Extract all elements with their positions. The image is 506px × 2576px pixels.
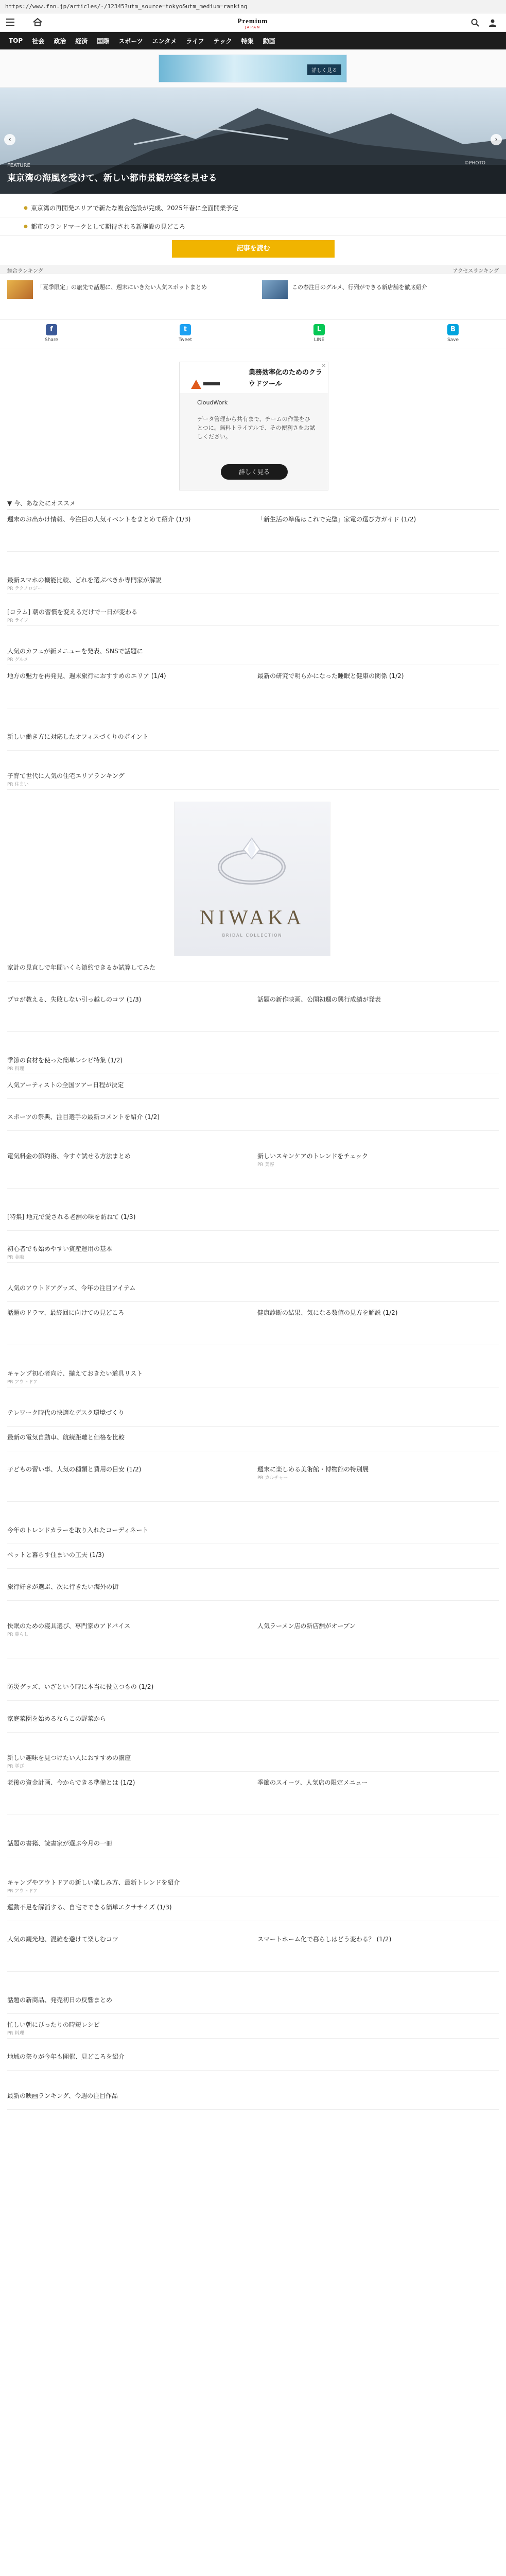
nav-item[interactable]: 特集 (241, 37, 254, 45)
share-bookmark-button[interactable] (432, 324, 474, 343)
article-source: PR アウトドア (7, 1889, 38, 1894)
recommend-article[interactable] (7, 1409, 499, 1418)
recommend-article[interactable] (7, 1715, 499, 1724)
line-icon: L (313, 324, 325, 335)
ranking-thumbnail (7, 280, 33, 299)
divider (7, 1771, 499, 1772)
article-title: ペットと暮らす住まいの工夫 (1/3) (7, 1551, 104, 1558)
article-title: 地域の祭りが今年も開催、見どころを紹介 (7, 2053, 125, 2060)
article-title: [特集] 地元で愛される老舗の味を訪ねて (1/3) (7, 1213, 136, 1221)
ranking-row (0, 275, 506, 304)
article-source: PR ライフ (7, 618, 29, 623)
divider (7, 2109, 499, 2110)
nav-item[interactable]: 国際 (97, 37, 110, 45)
recommend-article[interactable] (7, 2092, 499, 2102)
article-title: 最新の映画ランキング、今週の注目作品 (7, 2092, 118, 2099)
article-title: 人気アーティストの全国ツアー日程が決定 (7, 1081, 124, 1089)
site-header (0, 13, 506, 32)
article-title: 初心者でも始めやすい資産運用の基本 (7, 1245, 113, 1252)
divider (7, 1568, 499, 1569)
recommend-article[interactable] (7, 1935, 244, 1945)
recommend-article[interactable] (7, 1622, 244, 1638)
article-source: PR 美容 (257, 1162, 274, 1167)
divider (7, 1301, 499, 1302)
twitter-icon: t (180, 324, 191, 335)
article-title: プロが教える、失敗しない引っ越しのコツ (1/3) (7, 996, 142, 1003)
recommend-article[interactable] (257, 1465, 494, 1481)
article-title: 話題のドラマ、最終回に向けての見どころ (7, 1309, 125, 1316)
site-logo[interactable] (219, 17, 286, 29)
divider (7, 2038, 499, 2039)
article-title: 人気の観光地、混雑を避けて楽しむコツ (7, 1936, 119, 1943)
article-source: PR テクノロジー (7, 586, 43, 591)
logo-main-text: Premium (237, 17, 268, 25)
nav-item[interactable]: 動画 (263, 37, 275, 45)
browser-url-bar[interactable]: https://www.fnn.jp/articles/-/12345?utm_source=tokyo&utm_medium=ranking (0, 0, 506, 13)
top-banner-area (0, 49, 506, 88)
recommend-article[interactable] (7, 1878, 499, 1894)
divider (7, 625, 499, 626)
hero-prev-arrow[interactable]: ‹ (4, 134, 15, 145)
recommend-article[interactable] (7, 1903, 499, 1913)
hero-next-arrow[interactable]: › (491, 134, 502, 145)
divider (7, 1188, 499, 1189)
recommend-article[interactable] (7, 2053, 499, 2062)
divider (7, 1971, 499, 1972)
nav-item[interactable]: 政治 (54, 37, 66, 45)
article-title: 人気のカフェが新メニューを発表、SNSで話題に (7, 648, 143, 655)
banner-button[interactable]: 詳しく見る (307, 64, 341, 75)
nav-item[interactable]: テック (213, 37, 232, 45)
article-title: 快眠のための寝具選び、専門家のアドバイス (7, 1622, 131, 1630)
divider (7, 2013, 499, 2014)
article-title: 週末に楽しめる美術館・博物館の特別展 (257, 1466, 369, 1473)
recommend-article[interactable] (7, 1284, 499, 1294)
ranking-thumbnail (262, 280, 288, 299)
article-title: 話題の新作映画、公開初週の興行成績が発表 (257, 996, 381, 1003)
divider (7, 1732, 499, 1733)
divider (7, 1230, 499, 1231)
recommend-article[interactable] (257, 995, 494, 1005)
article-title: 季節の食材を使った簡単レシピ特集 (1/2) (7, 1057, 123, 1064)
article-title: 防災グッズ、いざという時に本当に役立つもの (1/2) (7, 1683, 154, 1690)
recommend-article[interactable] (257, 1622, 494, 1632)
search-icon[interactable] (471, 19, 479, 27)
article-source: PR アウトドア (7, 1380, 38, 1385)
hero-title[interactable]: 東京湾の海風を受けて、新しい都市景観が姿を見せる (7, 173, 217, 183)
recommend-article[interactable] (7, 647, 499, 663)
recommend-article[interactable] (7, 1683, 499, 1692)
home-icon[interactable] (33, 18, 42, 26)
nav-item[interactable]: 経済 (75, 37, 88, 45)
recommend-article[interactable] (7, 1526, 499, 1536)
divider (7, 1426, 499, 1427)
article-title: キャンプやアウトドアの新しい楽しみ方、最新トレンドを紹介 (7, 1879, 180, 1886)
sponsored-banner[interactable] (174, 802, 330, 956)
share-twitter-button[interactable] (165, 324, 206, 343)
article-source: PR 料理 (7, 2031, 24, 2036)
article-title: 忙しい朝にぴったりの時短レシピ (7, 2021, 100, 2028)
nav-item[interactable]: 社会 (32, 37, 45, 45)
share-label: LINE (313, 337, 325, 343)
article-title: キャンプ初心者向け、揃えておきたい道具リスト (7, 1370, 143, 1377)
article-title: 今年のトレンドカラーを取り入れたコーディネート (7, 1527, 149, 1534)
nav-item[interactable]: スポーツ (118, 37, 143, 45)
share-label: Share (45, 337, 58, 343)
article-source: PR 金融 (7, 1255, 24, 1260)
read-more-button[interactable]: 記事を読む (172, 240, 335, 258)
recommend-heading: ▼ 今、あなたにオススメ (7, 500, 76, 507)
divider (7, 2070, 499, 2071)
divider (7, 1600, 499, 1601)
article-title: [コラム] 朝の習慣を変えるだけで一日が変わる (7, 608, 138, 616)
divider (7, 551, 499, 552)
divider (7, 1098, 499, 1099)
related-links (0, 194, 506, 236)
top-banner-ad[interactable] (159, 55, 347, 82)
related-link[interactable]: ● 都市のランドマークとして期待される新施設の見どころ (0, 217, 506, 236)
divider (7, 1262, 499, 1263)
ranking-item-title: この春注目のグルメ、行列ができる新店舗を徹底紹介 (292, 284, 427, 291)
recommend-article[interactable] (7, 1465, 244, 1475)
recommend-article[interactable] (7, 1056, 499, 1072)
article-title: 家計の見直しで年間いくら節約できるか試算してみた (7, 964, 156, 971)
recommend-article[interactable] (7, 2021, 499, 2037)
recommend-article[interactable] (257, 1935, 494, 1945)
recommend-article[interactable] (257, 672, 494, 682)
ranking-right-label: アクセスランキング (452, 268, 499, 274)
recommend-article[interactable] (7, 1245, 499, 1261)
nav-item[interactable]: TOP (9, 37, 23, 44)
ad-brand: CloudWork (197, 399, 228, 406)
recommend-article[interactable] (7, 1839, 499, 1849)
divider (7, 1700, 499, 1701)
recommend-article[interactable] (7, 733, 499, 742)
recommend-article[interactable] (7, 672, 244, 682)
article-title: スポーツの祭典、注目選手の最新コメントを紹介 (1/2) (7, 1113, 160, 1121)
article-title: 老後の資金計画、今からできる準備とは (1/2) (7, 1779, 135, 1786)
brand-subtitle: BRIDAL COLLECTION (222, 933, 283, 938)
display-ad[interactable] (179, 362, 328, 490)
recommend-article[interactable] (257, 1778, 494, 1788)
article-title: テレワーク時代の快適なデスク環境づくり (7, 1409, 125, 1416)
divider (7, 509, 499, 510)
ad-cta-button[interactable]: 詳しく見る (221, 464, 288, 480)
ranking-item[interactable] (255, 277, 506, 303)
article-source: PR グルメ (7, 657, 29, 663)
article-title: 人気ラーメン店の新店舗がオープン (257, 1622, 356, 1630)
hero-caption (7, 163, 217, 183)
category-nav (0, 32, 506, 49)
share-bar (0, 319, 506, 348)
article-title: 子どもの習い事、人気の種類と費用の目安 (1/2) (7, 1466, 142, 1473)
ad-headline: 業務効率化のためのクラウドツール (249, 369, 323, 388)
ad-close-icon[interactable]: ✕ (321, 363, 326, 369)
recommend-article[interactable] (7, 576, 499, 592)
ad-header (180, 362, 328, 393)
related-link[interactable]: ● 東京湾の再開発エリアで新たな複合施設が完成、2025年春に全面開業予定 (0, 199, 506, 217)
bookmark-icon: B (447, 324, 459, 335)
divider (7, 1501, 499, 1502)
recommend-article[interactable] (257, 1309, 494, 1318)
article-source: PR 料理 (7, 1066, 24, 1072)
nav-item[interactable]: ライフ (186, 37, 204, 45)
recommend-article[interactable] (7, 515, 244, 525)
ad-logo-icon (189, 378, 222, 390)
divider (7, 1130, 499, 1131)
article-title: 週末のお出かけ情報、今注目の人気イベントをまとめて紹介 (1/3) (7, 516, 191, 523)
hamburger-menu-icon[interactable] (6, 19, 14, 26)
recommend-article[interactable] (7, 1152, 244, 1162)
user-icon[interactable] (488, 19, 497, 27)
article-title: 話題の新商品、発売初日の反響まとめ (7, 1996, 113, 2004)
article-title: 新しい働き方に対応したオフィスづくりのポイント (7, 733, 149, 740)
article-title: 最新スマホの機能比較、どれを選ぶべきか専門家が解説 (7, 577, 162, 584)
recommend-article[interactable] (7, 1551, 499, 1561)
article-title: 話題の書籍、読書家が選ぶ今月の一冊 (7, 1840, 113, 1847)
article-title: 子育て世代に人気の住宅エリアランキング (7, 772, 125, 779)
recommend-article[interactable] (7, 1081, 499, 1091)
article-title: 最新の研究で明らかになった睡眠と健康の関係 (1/2) (257, 672, 404, 680)
recommend-article[interactable] (7, 1583, 499, 1592)
brand-name: NIWAKA (199, 906, 305, 929)
article-title: 地方の魅力を再発見、週末旅行におすすめのエリア (1/4) (7, 672, 166, 680)
recommend-article[interactable] (7, 1433, 499, 1443)
ranking-header (0, 265, 506, 274)
share-line-button[interactable] (299, 324, 340, 343)
divider (7, 750, 499, 751)
article-title: 季節のスイーツ、人気店の限定メニュー (257, 1779, 368, 1786)
share-facebook-button[interactable] (31, 324, 72, 343)
article-title: 運動不足を解消する、自宅でできる簡単エクササイズ (1/3) (7, 1904, 172, 1911)
recommend-article[interactable] (7, 1778, 244, 1788)
recommend-article[interactable] (257, 515, 494, 525)
recommend-article[interactable] (7, 995, 244, 1005)
recommend-article[interactable] (7, 1213, 499, 1223)
recommend-article[interactable] (7, 1309, 244, 1318)
facebook-icon: f (46, 324, 57, 335)
article-title: 新しい趣味を見つけたい人におすすめの講座 (7, 1754, 131, 1761)
article-source: PR 学び (7, 1764, 24, 1769)
article-title: 電気料金の節約術、今すぐ試せる方法まとめ (7, 1153, 131, 1160)
recommend-article[interactable] (7, 1754, 499, 1770)
ranking-item[interactable] (0, 277, 251, 303)
logo-sub-text: JAPAN (245, 25, 261, 29)
ranking-item-title: 「夏季限定」の旅先で話題に、週末にいきたい人気スポットまとめ (37, 284, 207, 291)
divider (7, 789, 499, 790)
article-title: 家庭菜園を始めるならこの野菜から (7, 1715, 107, 1722)
ranking-left-label: 総合ランキング (7, 268, 43, 274)
share-label: Save (447, 337, 459, 343)
recommend-article[interactable] (7, 1113, 499, 1123)
ring-image (211, 823, 293, 895)
recommend-article[interactable] (7, 608, 499, 624)
recommend-article[interactable] (7, 963, 499, 973)
article-source: PR 住まい (7, 782, 29, 787)
recommend-article[interactable] (257, 1152, 494, 1168)
nav-item[interactable]: エンタメ (152, 37, 177, 45)
article-title: 最新の電気自動車、航続距離と価格を比較 (7, 1434, 125, 1441)
hero-credit: ©PHOTO (464, 161, 485, 166)
hero-kicker: FEATURE (7, 163, 30, 168)
share-label: Tweet (179, 337, 192, 343)
article-title: 人気のアウトドアグッズ、今年の注目アイテム (7, 1284, 136, 1292)
ad-body: データ管理から共有まで、チームの作業をひとつに。無料トライアルで、その便利さをお試しください。 (197, 416, 316, 440)
recommend-article[interactable] (7, 1996, 499, 2006)
article-source: PR 暮らし (7, 1632, 29, 1637)
hero-image[interactable] (0, 88, 506, 194)
recommend-article[interactable] (7, 772, 499, 788)
article-title: 新しいスキンケアのトレンドをチェック (257, 1153, 368, 1160)
divider (7, 1031, 499, 1032)
article-title: 旅行好きが選ぶ、次に行きたい海外の街 (7, 1583, 119, 1590)
article-title: 「新生活の準備はこれで完璧」家電の選び方ガイド (1/2) (257, 516, 416, 523)
article-title: スマートホーム化で暮らしはどう変わる？ (1/2) (257, 1936, 392, 1943)
article-source: PR カルチャー (257, 1476, 288, 1481)
article-title: 健康診断の結果、気になる数値の見方を解説 (1/2) (257, 1309, 398, 1316)
recommend-article[interactable] (7, 1369, 499, 1385)
